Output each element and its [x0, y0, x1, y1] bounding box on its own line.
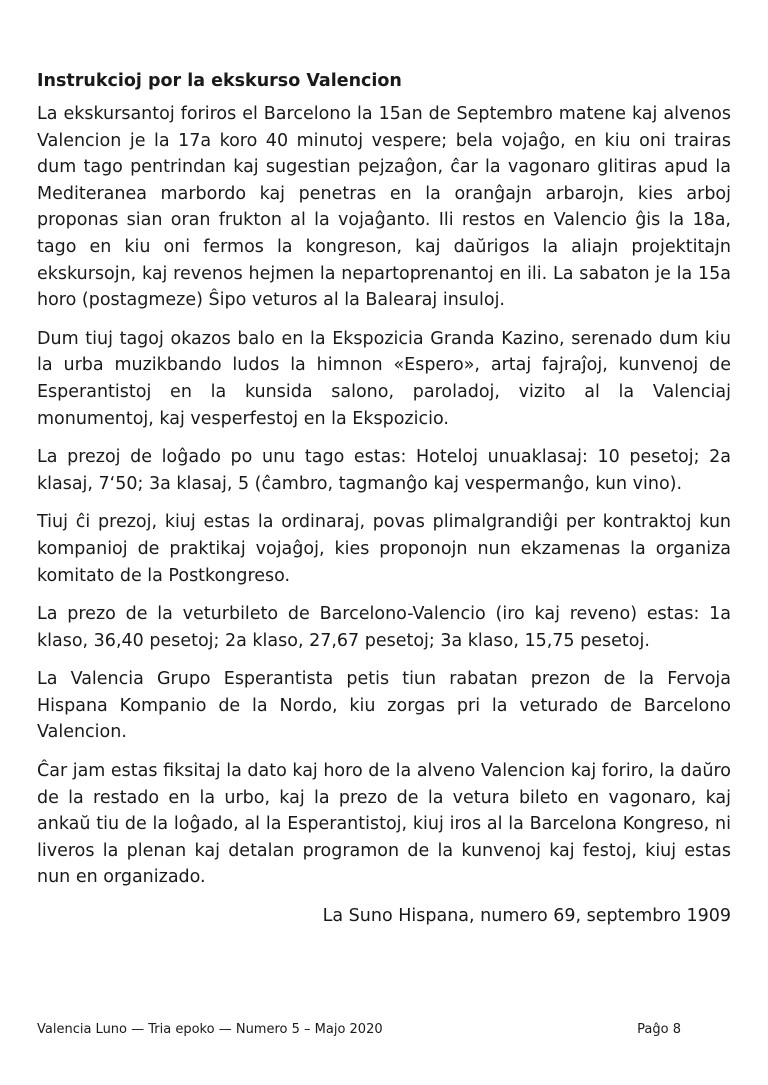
- paragraph-discount: La Valencia Grupo Esperantista petis tiun rabatan prezon de la Fervoja Hispana Kompanio de la Nordo, kiu zorgas pri la veturado de Barcelono Valencion.: [37, 669, 731, 743]
- paragraph-program: Ĉar jam estas fiksitaj la dato kaj horo de la alveno Valencion kaj foriro, la daŭro de la restado en la urbo, kaj la prezo de la vetura bileto en vagonaro, kaj ankaŭ tiu de la loĝado, al la Esperantistoj, kiuj iros al la Barcelona Kongreso, ni liveros la plenan kaj detalan programon de la kunvenoj kaj festoj, kiuj estas nun en organizado.: [37, 761, 731, 888]
- article-title: Instrukcioj por la ekskurso Valencion: [37, 71, 402, 91]
- paragraph-price-reduction: Tiuj ĉi prezoj, kiuj estas la ordinaraj, povas plimalgrandiĝi per kontraktoj kun kompanioj de praktikaj vojaĝoj, kies proponojn nun ekzamenas la organiza komitato de la Postkongreso.: [37, 512, 731, 586]
- paragraph-ticket-prices: La prezo de la veturbileto de Barcelono-Valencio (iro kaj reveno) estas: 1a klaso, 36,40 pesetoj; 2a klaso, 27,67 pesetoj; 3a klaso, 15,75 pesetoj.: [37, 604, 731, 651]
- paragraph-departure: La ekskursantoj foriros el Barcelono la 15an de Septembro matene kaj alvenos Valencion je la 17a koro 40 minutoj vespere; bela vojaĝo, en kiu oni trairas dum tago pentrindan kaj sugestian pejzaĝon, ĉar la vagonaro glitiras apud la Mediteranea marbordo kaj penetras en la oranĝajn arbarojn, kies arboj proponas sian oran frukton al la vojaĝanto. Ili restos en Valencio ĝis la 18a, tago en kiu oni fermos la kongreson, kaj daŭrigos la aliajn projektitajn ekskursojn, kaj revenos hejmen la nepartoprenantoj en ili. La sabaton je la 15a horo (postagmeze) Ŝipo veturos al la Balearaj insuloj.: [37, 104, 731, 311]
- article: [37, 68, 731, 929]
- footer-publication: Valencia Luno — Tria epoko — Numero 5 – Majo 2020: [37, 1022, 383, 1037]
- article-source: La Suno Hispana, numero 69, septembro 1909: [322, 906, 731, 927]
- page-footer: [37, 1021, 681, 1039]
- footer-page-number: Paĝo 8: [637, 1022, 681, 1037]
- paragraph-events: Dum tiuj tagoj okazos balo en la Ekspozicia Granda Kazino, serenado dum kiu la urba muzikbando ludos la himnon «Espero», artaj fajraĵoj, kunvenoj de Esperantistoj en la kunsida salono, paroladoj, vizito al la Valenciaj monumentoj, kaj vesperfestoj en la Ekspozicio.: [37, 328, 731, 429]
- paragraph-lodging-prices: La prezoj de loĝado po unu tago estas: Hoteloj unuaklasaj: 10 pesetoj; 2a klasaj, 7‘50; 3a klasaj, 5 (ĉambro, tagmanĝo kaj vespermanĝo, kun vino).: [37, 447, 731, 494]
